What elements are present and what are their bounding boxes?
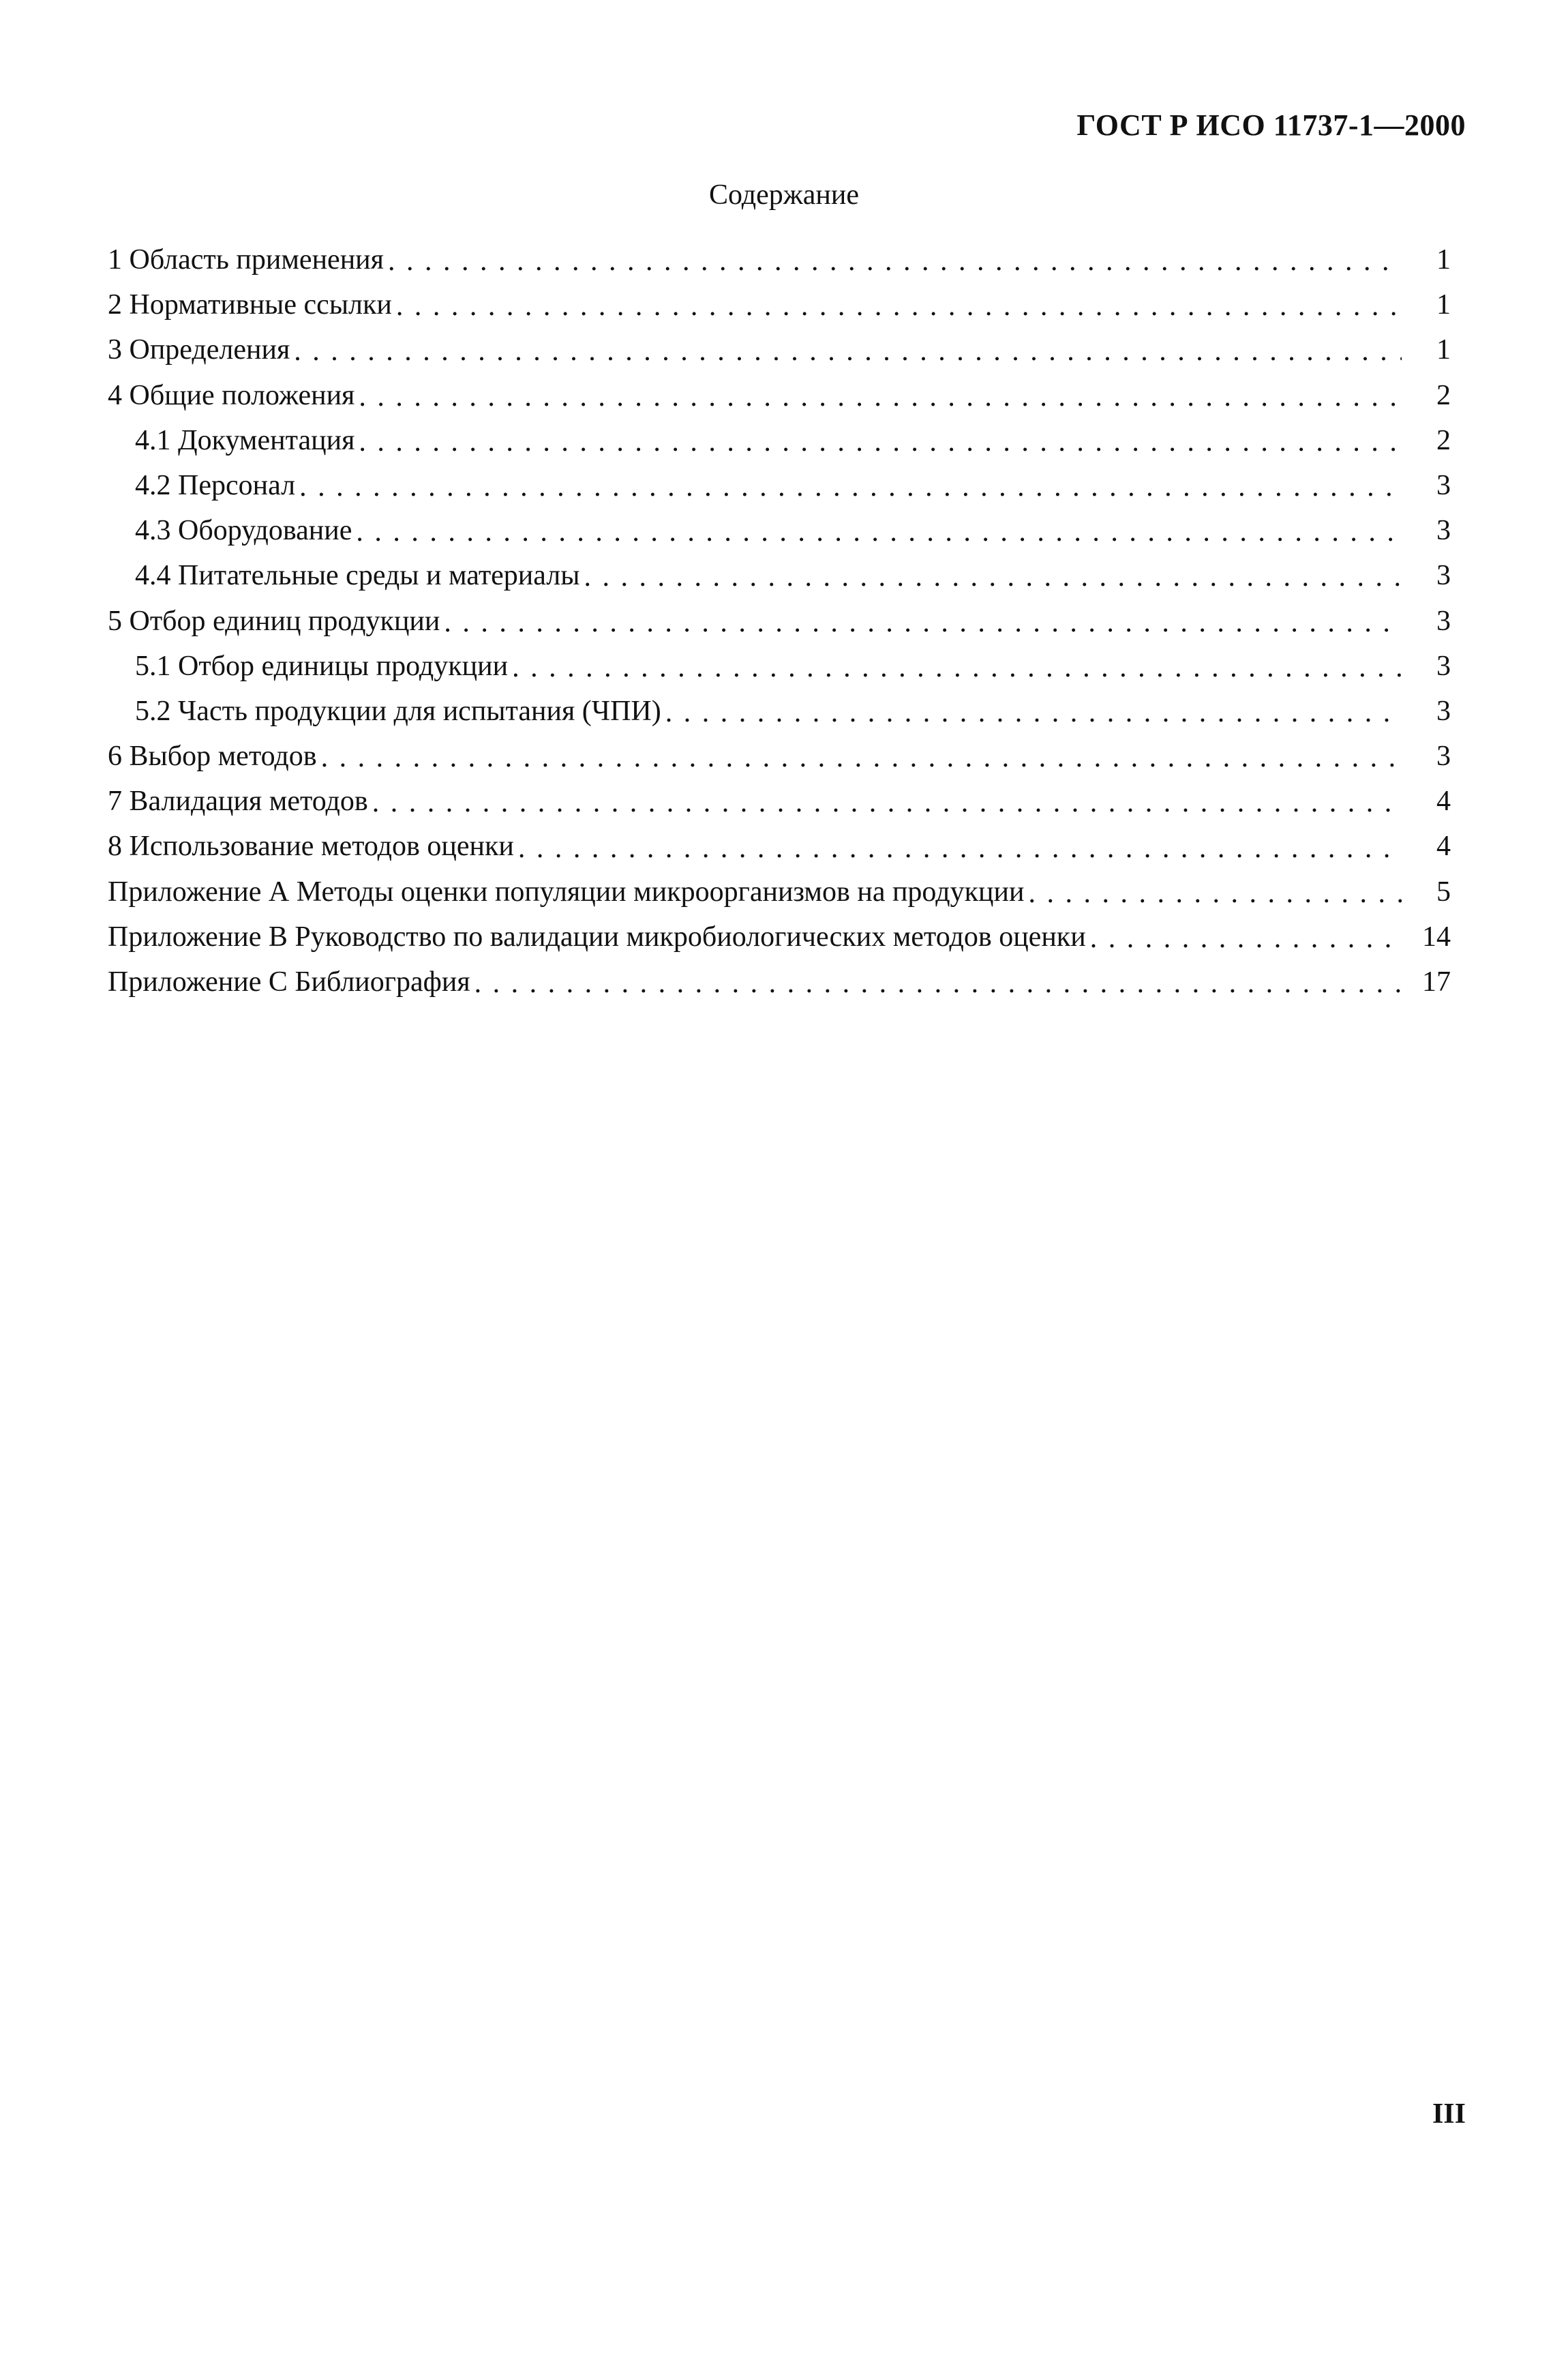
toc-entry-appendix-c[interactable] bbox=[108, 966, 1451, 1011]
toc-entry-2[interactable] bbox=[108, 288, 1451, 333]
toc-entry-page: 3 bbox=[1436, 469, 1451, 501]
toc-entry-label: 5.2 Часть продукции для испытания (ЧПИ) bbox=[135, 695, 661, 727]
toc-entry-4[interactable] bbox=[108, 379, 1451, 424]
dot-leader bbox=[299, 471, 1402, 499]
toc-entry-4-4[interactable] bbox=[108, 559, 1451, 604]
toc-entry-page: 3 bbox=[1436, 695, 1451, 727]
toc-entry-label: Приложение С Библиография bbox=[108, 966, 470, 998]
toc-entry-label: Приложение В Руководство по валидации микробиологических методов оценки bbox=[108, 921, 1086, 953]
toc-entry-4-3[interactable] bbox=[108, 514, 1451, 559]
toc-entry-label: 4.4 Питательные среды и материалы bbox=[135, 560, 580, 592]
toc-entry-6[interactable] bbox=[108, 740, 1451, 785]
toc-entry-page: 4 bbox=[1436, 786, 1451, 818]
toc-entry-page: 3 bbox=[1436, 560, 1451, 592]
toc-entry-page: 2 bbox=[1436, 379, 1451, 411]
toc-entry-3[interactable] bbox=[108, 333, 1451, 378]
toc-entry-page: 3 bbox=[1436, 650, 1451, 682]
dot-leader bbox=[359, 426, 1402, 454]
toc-entry-page: 1 bbox=[1436, 289, 1451, 321]
toc-entry-page: 14 bbox=[1422, 921, 1451, 953]
dot-leader bbox=[512, 651, 1402, 680]
dot-leader bbox=[294, 335, 1402, 363]
dot-leader bbox=[356, 516, 1402, 544]
toc-entry-page: 17 bbox=[1422, 966, 1451, 998]
toc-entry-label: 7 Валидация методов bbox=[108, 786, 368, 818]
toc-entry-4-2[interactable] bbox=[108, 469, 1451, 514]
toc-entry-label: 1 Область применения bbox=[108, 244, 384, 276]
toc-entry-5-1[interactable] bbox=[108, 650, 1451, 695]
toc-title: Содержание bbox=[708, 179, 860, 211]
toc-entry-page: 3 bbox=[1436, 515, 1451, 547]
toc-entry-label: 4.3 Оборудование bbox=[135, 515, 352, 547]
toc-entry-label: 2 Нормативные ссылки bbox=[108, 289, 392, 321]
toc-entry-appendix-a[interactable] bbox=[108, 876, 1451, 921]
toc-entry-page: 2 bbox=[1436, 424, 1451, 456]
toc-entry-label: Приложение А Методы оценки популяции микроорганизмов на продукции bbox=[108, 876, 1025, 908]
toc-entry-4-1[interactable] bbox=[108, 424, 1451, 469]
dot-leader bbox=[359, 381, 1402, 409]
toc-entry-label: 4.2 Персонал bbox=[135, 469, 296, 501]
toc-entry-page: 1 bbox=[1436, 334, 1451, 366]
dot-leader bbox=[1028, 877, 1402, 906]
toc-entry-1[interactable] bbox=[108, 243, 1451, 288]
toc-entry-label: 6 Выбор методов bbox=[108, 741, 317, 773]
toc-entry-label: 8 Использование методов оценки bbox=[108, 831, 514, 863]
dot-leader bbox=[396, 290, 1402, 318]
toc-entry-5[interactable] bbox=[108, 605, 1451, 650]
dot-leader bbox=[518, 832, 1402, 861]
dot-leader bbox=[474, 967, 1402, 996]
toc-entry-label: 4 Общие положения bbox=[108, 379, 355, 411]
toc-entry-appendix-b[interactable] bbox=[108, 921, 1451, 966]
toc-entry-label: 4.1 Документация bbox=[135, 424, 355, 456]
dot-leader bbox=[388, 245, 1402, 273]
toc-entry-label: 3 Определения bbox=[108, 334, 290, 366]
toc-entry-5-2[interactable] bbox=[108, 695, 1451, 740]
dot-leader bbox=[665, 696, 1402, 725]
dot-leader bbox=[321, 741, 1402, 770]
dot-leader bbox=[444, 606, 1402, 635]
toc-entry-7[interactable] bbox=[108, 785, 1451, 830]
dot-leader bbox=[1090, 922, 1402, 951]
toc-entry-8[interactable] bbox=[108, 830, 1451, 875]
toc-entry-page: 4 bbox=[1436, 831, 1451, 863]
dot-leader bbox=[584, 561, 1402, 589]
toc-entry-page: 1 bbox=[1436, 244, 1451, 276]
toc-entry-label: 5.1 Отбор единицы продукции bbox=[135, 650, 509, 682]
toc-entry-page: 3 bbox=[1436, 605, 1451, 637]
toc-entry-page: 5 bbox=[1436, 876, 1451, 908]
table-of-contents bbox=[108, 243, 1451, 1011]
toc-entry-label: 5 Отбор единиц продукции bbox=[108, 605, 440, 637]
toc-entry-page: 3 bbox=[1436, 741, 1451, 773]
dot-leader bbox=[372, 786, 1402, 815]
page-number: III bbox=[1432, 2098, 1466, 2130]
document-code-header: ГОСТ Р ИСО 11737-1—2000 bbox=[1076, 108, 1466, 142]
